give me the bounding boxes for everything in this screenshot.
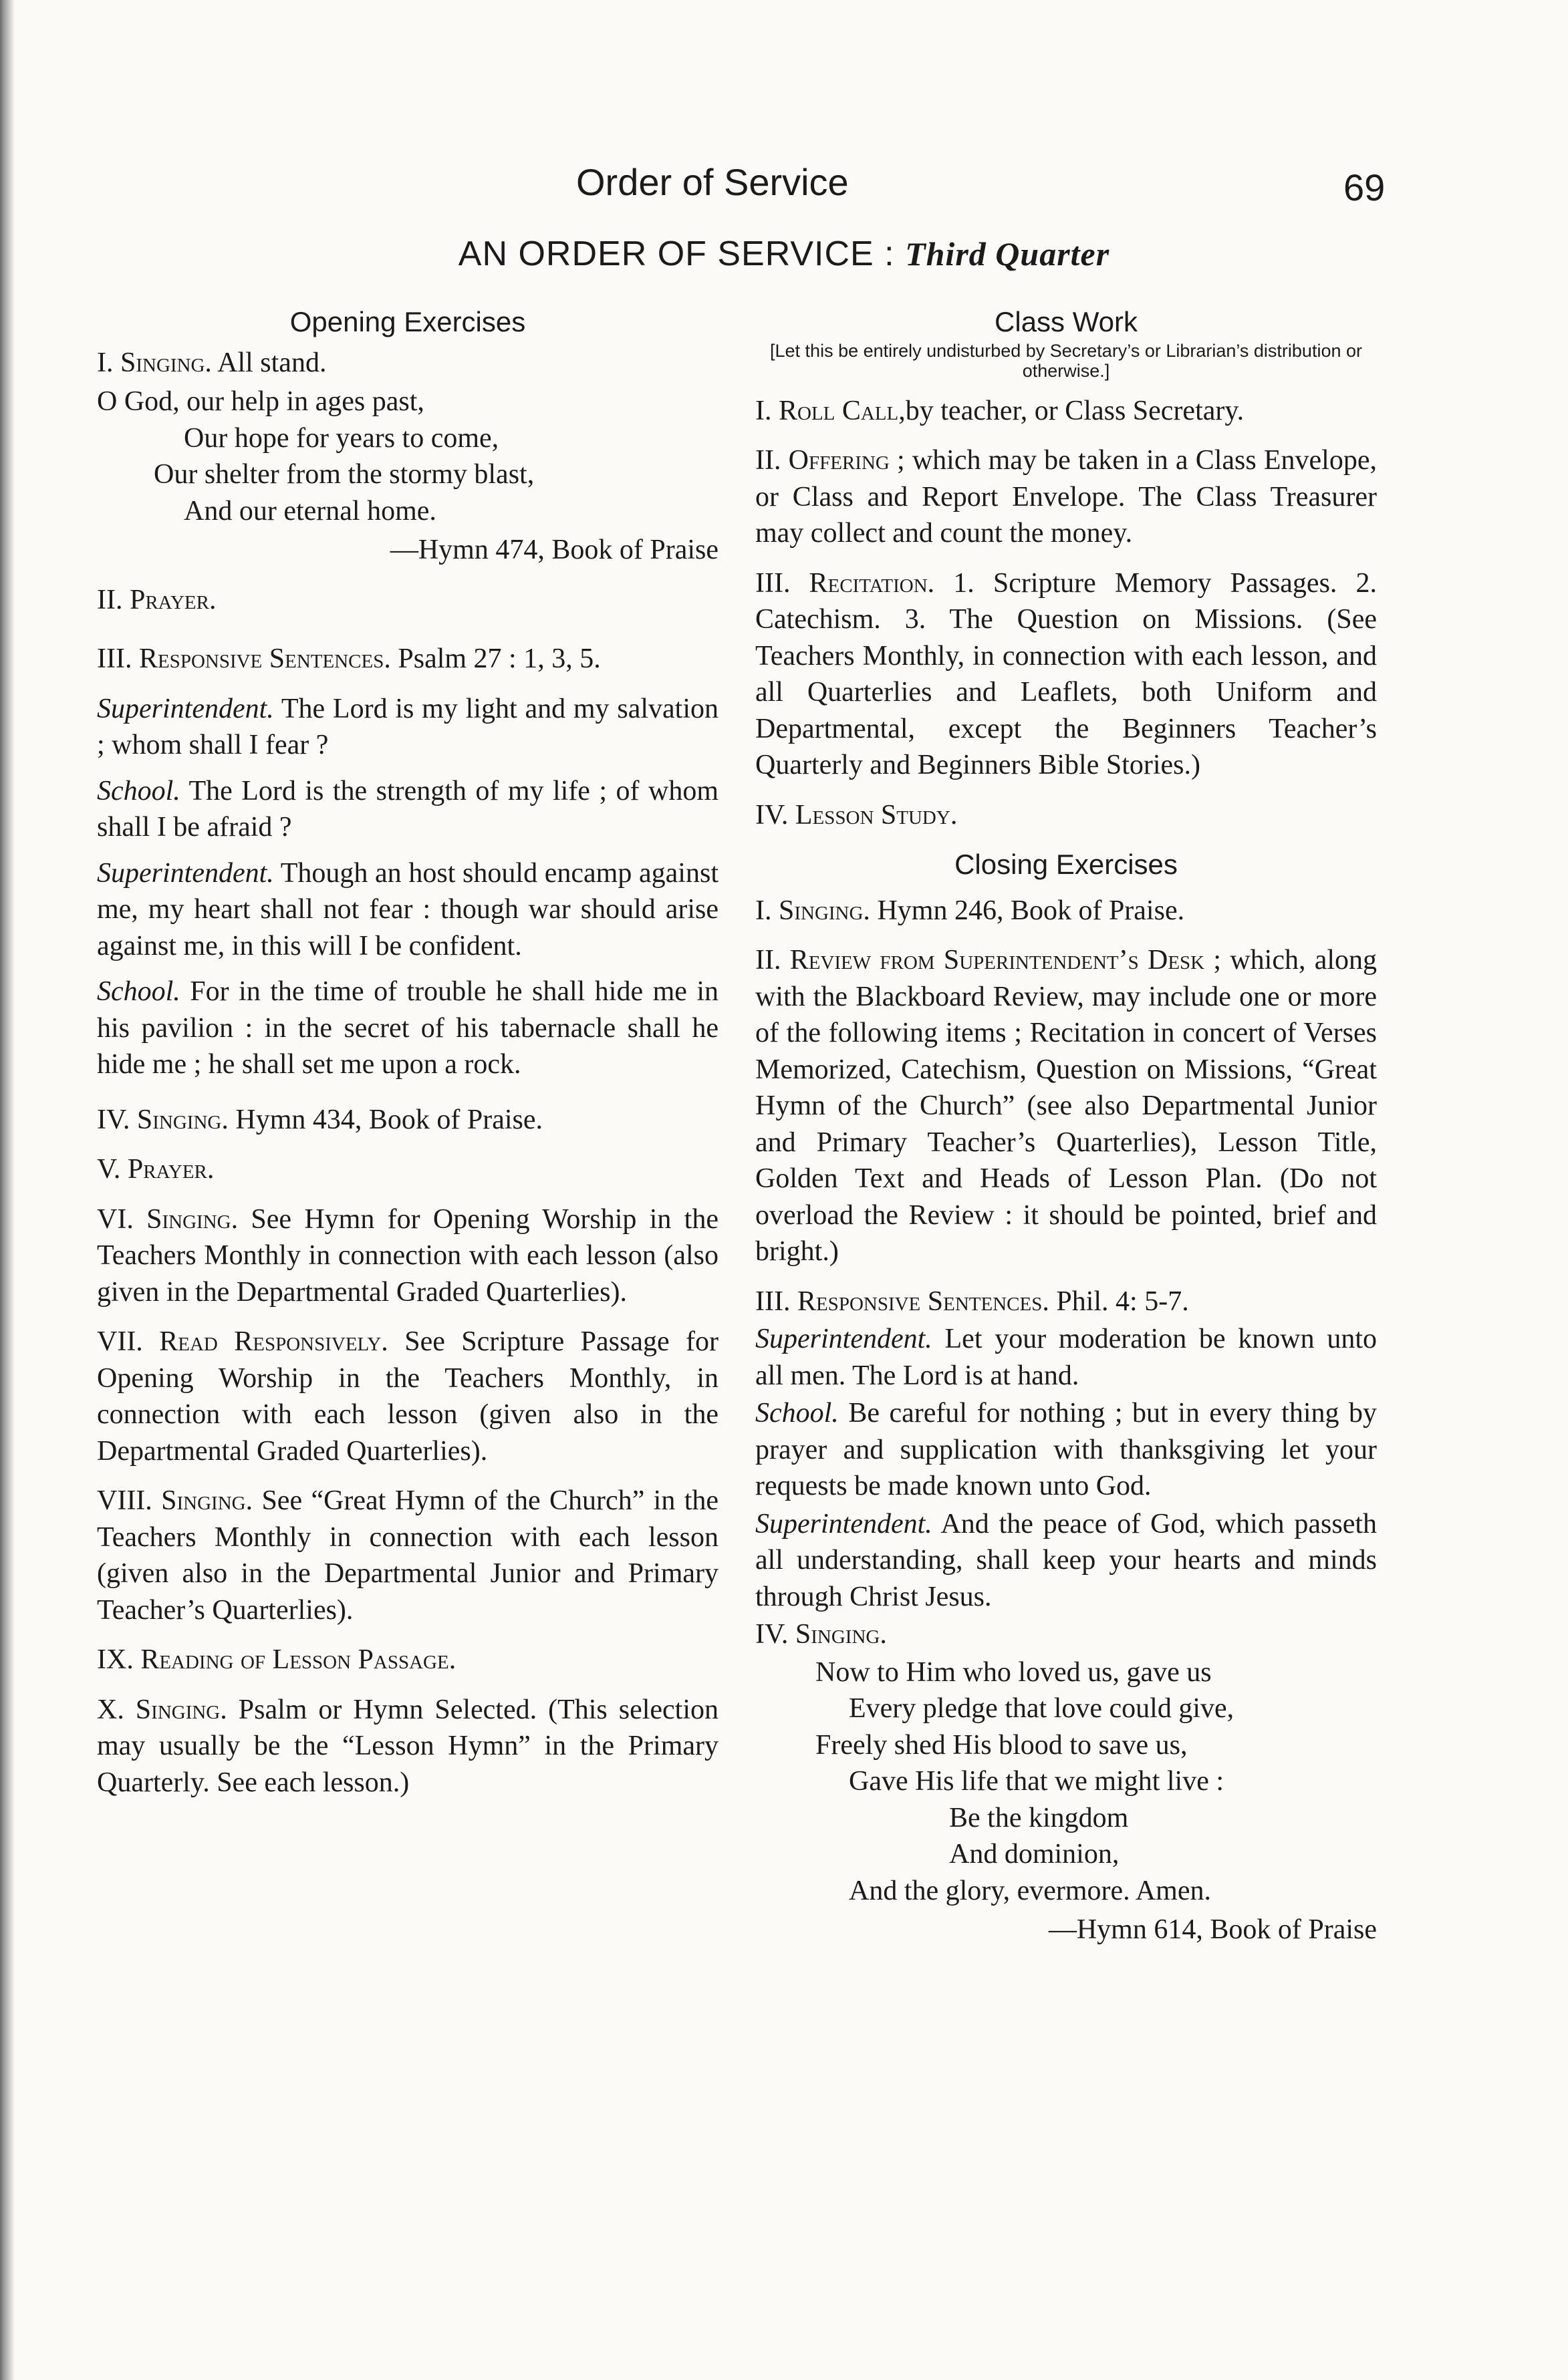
item-text: which may be taken in a Class Envelope, or Class and Report Envelope. The Class Treasurer may collect and count the money. [755, 445, 1377, 549]
item-label: III. Responsive Sentences. [97, 643, 391, 674]
opening-item-2 [97, 582, 718, 619]
opening-item-3 [97, 641, 718, 678]
sentence: The Lord is the strength of my life ; of whom shall I be afraid ? [97, 775, 718, 843]
class-work-heading: Class Work [995, 306, 1138, 337]
speaker: Superintendent. [755, 1508, 932, 1539]
item-label: II. Review from Superintendent’s Desk ; [755, 945, 1222, 976]
item-label: IX. Reading of Lesson Passage. [97, 1644, 456, 1675]
item-label: VI. Singing. [97, 1203, 239, 1235]
speaker: School. [97, 775, 180, 806]
verse-line: And our eternal home. [184, 495, 436, 527]
closing-item-3 [755, 1284, 1377, 1320]
verse-line: And the glory, evermore. Amen. [849, 1875, 1211, 1906]
item-label: I. Roll Call, [755, 395, 906, 426]
item-label: VIII. Singing. [97, 1485, 253, 1516]
class-item-3 [755, 565, 1377, 784]
speaker: Superintendent. [97, 857, 274, 889]
item-label: I. Singing. [755, 895, 870, 926]
sentence: Let your moderation be known unto all men. The Lord is at hand. [755, 1324, 1378, 1391]
class-item-1 [755, 393, 1377, 430]
hymn-verse [755, 1654, 1377, 1910]
speaker: School. [97, 976, 180, 1007]
item-label: V. Prayer. [97, 1154, 215, 1185]
item-text: See Hymn for Opening Worship in the Teachers Monthly in connection with each lesson (also given in the Departmental Graded Quarterlies). [97, 1203, 718, 1308]
item-label: VII. Read Responsively. [97, 1326, 388, 1357]
sentence: Though an host should encamp against me, my heart shall not fear : though war should arise against me, in this will I be confident. [97, 857, 718, 961]
item-text: Psalm or Hymn Selected. (This selection may usually be the “Lesson Hymn” in the Primary Quarterly. See each lesson.) [97, 1694, 719, 1798]
responsive-sentence [97, 855, 718, 965]
page-title-subtitle: Third Quarter [905, 235, 1110, 273]
item-text: Psalm 27 : 1, 3, 5. [398, 643, 601, 674]
sentence: The Lord is my light and my salvation ; whom shall I fear ? [97, 693, 718, 760]
verse-line: Be the kingdom [949, 1802, 1129, 1833]
item-text: All stand. [217, 347, 327, 378]
class-item-2 [755, 442, 1377, 552]
verse-line: Our shelter from the stormy blast, [154, 459, 535, 490]
responsive-sentence [97, 773, 718, 846]
scanned-page-edge [0, 0, 15, 2380]
item-text: Phil. 4: 5-7. [1056, 1286, 1189, 1317]
opening-item-4 [97, 1102, 718, 1139]
class-item-4 [755, 797, 1377, 834]
responsive-sentence [97, 691, 718, 764]
responsive-sentence [755, 1506, 1377, 1616]
class-work-note: [Let this be entirely undisturbed by Secretary’s or Librarian’s distribution or otherwise.] [770, 340, 1362, 381]
verse-line: Every pledge that love could give, [849, 1693, 1234, 1724]
speaker: School. [755, 1398, 839, 1429]
opening-item-5 [97, 1151, 718, 1188]
item-text: which, along with the Blackboard Review, may include one or more of the following items ; Recitation in concert of Verses Memorized, Catechism, Question on Missions, “Great Hymn of the Church” (see also Departmental Junior and Primary Teacher’s Quarterlies), Lesson Title, Golden Text and Heads of Lesson Plan. (Do not overload the Review : it should be pointed, brief and bright.) [755, 945, 1378, 1267]
item-text: See Scripture Passage for Opening Worship in the Teachers Monthly, in connection with each lesson (given also in the Departmental Graded Quarterlies). [97, 1326, 719, 1467]
page-title-main: AN ORDER OF SERVICE : [458, 235, 895, 273]
opening-item-7 [97, 1324, 718, 1469]
class-work-column [755, 304, 1377, 1962]
item-text: Hymn 434, Book of Praise. [235, 1104, 543, 1135]
sentence: Be careful for nothing ; but in every thing by prayer and supplication with thanksgiving let your requests be made known unto God. [755, 1398, 1378, 1501]
item-label: IV. Lesson Study. [755, 799, 958, 831]
item-label: X. Singing. [97, 1694, 227, 1725]
item-label: II. Offering ; [755, 445, 905, 476]
item-text: 1. Scripture Memory Passages. 2. Catechism. 3. The Question on Missions. (See Teachers Monthly, in connection with each lesson, and all Quarterlies and Leaflets, both Uniform and Departmental, except the Beginners Teacher’s Quarterly and Beginners Bible Stories.) [755, 567, 1377, 780]
hymn-verse [97, 384, 718, 529]
hymn-attribution: —Hymn 474, Book of Praise [390, 535, 718, 565]
speaker: Superintendent. [97, 693, 274, 724]
page-header [0, 160, 1568, 214]
sentence: For in the time of trouble he shall hide me in his pavilion : in the secret of his tabernacle shall he hide me ; he shall set me upon a rock. [97, 976, 719, 1080]
opening-item-10 [97, 1692, 718, 1801]
item-label: III. Responsive Sentences. [755, 1286, 1049, 1317]
hymn-attribution: —Hymn 614, Book of Praise [1048, 1914, 1377, 1945]
verse-line: And dominion, [949, 1839, 1120, 1870]
opening-item-9 [97, 1642, 718, 1678]
opening-item-6 [97, 1201, 718, 1311]
responsive-sentence [755, 1321, 1377, 1394]
running-title: Order of Service [576, 161, 849, 203]
opening-item-8 [97, 1483, 718, 1628]
sentence: And the peace of God, which passeth all understanding, shall keep your hearts and minds through Christ Jesus. [755, 1508, 1377, 1612]
page-number: 69 [1343, 166, 1386, 208]
verse-line: O God, our help in ages past, [97, 386, 424, 417]
responsive-sentence [755, 1395, 1377, 1505]
item-label: IV. Singing. [755, 1619, 887, 1650]
verse-line: Freely shed His blood to save us, [815, 1729, 1188, 1761]
verse-line: Gave His life that we might live : [849, 1766, 1224, 1797]
item-text: See “Great Hymn of the Church” in the Teachers Monthly in connection with each lesson (given also in the Departmental Junior and Primary Teacher’s Quarterlies). [97, 1485, 719, 1626]
opening-exercises-column [97, 304, 718, 1814]
item-label: III. Recitation. [755, 567, 935, 599]
speaker: Superintendent. [755, 1324, 932, 1354]
item-label: I. Singing. [97, 347, 212, 378]
opening-exercises-heading: Opening Exercises [289, 306, 526, 337]
item-label: IV. Singing. [97, 1104, 229, 1135]
verse-line: Now to Him who loved us, gave us [815, 1656, 1212, 1688]
item-label: II. Prayer. [97, 584, 217, 615]
responsive-sentence [97, 974, 718, 1083]
closing-item-1 [755, 893, 1377, 929]
closing-item-2 [755, 942, 1377, 1270]
page-title [0, 234, 1568, 274]
closing-item-4 [755, 1616, 1377, 1653]
opening-item-1 [97, 345, 718, 382]
item-text: by teacher, or Class Secretary. [905, 395, 1245, 426]
closing-exercises-heading: Closing Exercises [954, 849, 1178, 880]
item-text: Hymn 246, Book of Praise. [877, 895, 1185, 926]
verse-line: Our hope for years to come, [184, 422, 499, 454]
